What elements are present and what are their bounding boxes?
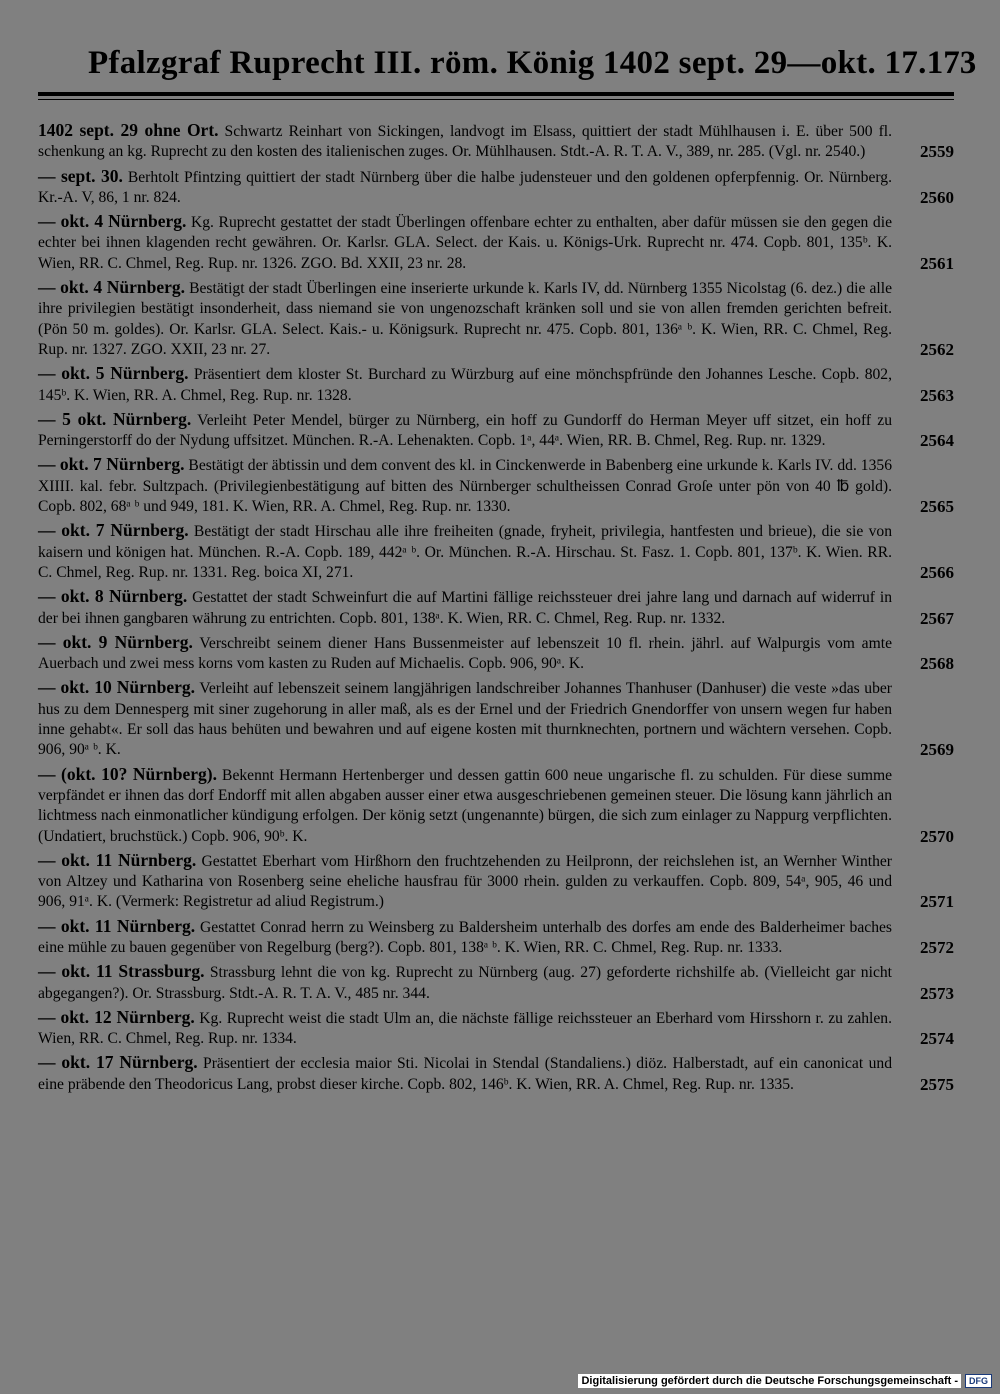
entry-date-place: 1402 sept. 29 ohne Ort. — [38, 120, 219, 140]
entry-number: 2573 — [920, 983, 954, 1003]
entry-date-place: — (okt. 10? Nürnberg). — [38, 763, 217, 784]
entry-text: Bekennt Hermann Hertenberger und dessen gattin 600 neue ungarische fl. zu schulden. Für diese summe verpfändet er ihnen das dorf Endorff mit allen abgaben ausser einer etwa ausgeschriebenen gemeinen steuer. Die lösung kann jährlich an lichtmess nach einmonatlicher kündigung erfolgen. Der könig setzt (ungenannte) bürgen, die sich zum einlager zu Nappurg verpflichten. (Undatiert, bruchstück.) Copb. 906, 90ᵇ. K. — [38, 766, 892, 845]
entry-text: Berhtolt Pfintzing quittiert der stadt Nürnberg über die halbe judensteuer und den goldenen opferpfennig. Or. Nürnberg. Kr.-A. V, 86, 1 nr. 824. — [38, 168, 893, 206]
entry — [38, 211, 954, 274]
entry-number: 2570 — [920, 826, 954, 846]
entry — [38, 454, 954, 517]
entry-number: 2568 — [920, 654, 954, 674]
footer-text: Digitalisierung gefördert durch die Deutsche Forschungsgemeinschaft - — [578, 1374, 961, 1388]
entry-date-place: — sept. 30. — [38, 165, 123, 186]
entry-date-place: — okt. 7 Nürnberg. — [38, 454, 185, 475]
entry — [38, 916, 954, 959]
header-rule-thick — [38, 92, 954, 96]
entry — [38, 961, 954, 1004]
entry — [38, 586, 954, 629]
page-number: 173 — [926, 45, 977, 81]
entry-number: 2560 — [920, 187, 954, 207]
entry-number: 2567 — [920, 608, 954, 628]
entry-date-place: — okt. 5 Nürnberg. — [38, 363, 189, 384]
entry — [38, 120, 954, 163]
entry-date-place: — okt. 9 Nürnberg. — [38, 631, 193, 652]
entry-text: Strassburg lehnt die von kg. Ruprecht zu Nürnberg (aug. 27) geforderte richshilfe ab. (Vielleicht gar nicht abgegangen?). Or. Strassburg. Stdt.-A. R. T. A. V., 485 nr. 344. — [38, 964, 892, 1002]
page-title: Pfalzgraf Ruprecht III. röm. König 1402 sept. 29—okt. 17. — [88, 45, 927, 81]
header-rule-thin — [38, 99, 954, 100]
entry-text: Verleiht Peter Mendel, bürger zu Nürnberg, ein hoff zu Gundorff do Herman Meyer uff sitzet, ein hoff zu Perningerstorff do der Nydung uffsitzet. München. R.-A. Lehenakten. Copb. 1ᵃ, 44ᵃ. Wien, RR. B. Chmel, Reg. Rup. nr. 1329. — [38, 411, 892, 450]
entry-text: Kg. Ruprecht gestattet der stadt Überlingen offenbare echter zu enthalten, aber dafür müssen sie den gegen die echter bei ihnen klagenden recht gewähren. Or. Karlsr. GLA. Select. der Kais. u. Königs-Urk. Ruprecht nr. 474. Copb. 801, 135ᵇ. K. Wien, RR. C. Chmel, Reg. Rup. nr. 1326. ZGO. Bd. XXII, 23 nr. 28. — [38, 214, 892, 272]
entry-text: Kg. Ruprecht weist die stadt Ulm an, die nächste fällige reichssteuer an Eberhard vom Hirsshorn r. zu zahlen. Wien, RR. C. Chmel, Reg. Rup. nr. 1334. — [38, 1009, 892, 1048]
entry-date-place: — okt. 12 Nürnberg. — [38, 1006, 195, 1027]
entry-date-place: — okt. 4 Nürnberg. — [38, 277, 185, 298]
entry — [38, 520, 954, 583]
entry-text: Präsentiert dem kloster St. Burchard zu Würzburg auf eine mönchspfründe den Johannes Lesche. Copb. 802, 145ᵇ. K. Wien, RR. A. Chmel, Reg. Rup. nr. 1328. — [38, 366, 892, 404]
entry-number: 2571 — [920, 892, 954, 912]
entry-text: Bestätigt der äbtissin und dem convent des kl. in Cinckenwerde in Babenberg eine urkunde k. Karls IV. dd. 1356 XIIII. kal. febr. Sultzpach. (Privilegienbestätigung auf bitten des Nürnberger schultheissen Conrad Groſe unter pön von 40 ℔ gold). Copb. 802, 68ᵃ ᵇ und 949, 181. K. Wien, RR. A. Chmel, Reg. Rup. nr. 1330. — [38, 457, 892, 516]
entry-date-place: — okt. 7 Nürnberg. — [38, 520, 189, 541]
entry-text: Bestätigt der stadt Hirschau alle ihre freiheiten (gnade, fryheit, privilegia, hantfesten und brieue), die sie von kaisern und königen hat. München. R.-A. Copb. 189, 442ᵃ ᵇ. Or. München. R.-A. Hirschau. St. Fasz. 1. Copb. 801, 137ᵇ. K. Wien. RR. C. Chmel, Reg. Rup. nr. 1331. Reg. boica XI, 271. — [38, 523, 892, 581]
entry-number: 2561 — [920, 253, 954, 273]
entry-text: Bestätigt der stadt Überlingen eine inserierte urkunde k. Karls IV, dd. Nürnberg 1355 Nicolstag (6. dez.) die alle ihre privilegien bestätigt insonderheit, dass niemand sie von ungenozschaft kränken soll und sie von allen fremden gerichten befreit. (Pön 50 m. goldes). Or. Karlsr. GLA. Select. Kais.- u. Königsurk. Ruprecht nr. 475. Copb. 801, 136ᵃ ᵇ. K. Wien, RR. C. Chmel, Reg. Rup. nr. 1327. ZGO. XXII, 23 nr. 27. — [38, 280, 892, 358]
entry-date-place: — okt. 4 Nürnberg. — [38, 211, 187, 232]
entry-text: Schwartz Reinhart von Sickingen, landvogt im Elsass, quittiert der stadt Mühlhausen i. E. über 500 fl. schenkung an kg. Ruprecht zu den kosten des italienischen zuges. Or. Mühlhausen. Stdt.-A. R. T. A. V., 389, nr. 285. (Vgl. nr. 2540.) — [38, 123, 892, 161]
entry-text: Gestattet Eberhart vom Hirßhorn den fruchtzehenden zu Heilpronn, der reichslehen ist, an Wernher Winther von Altzey und Katharina von Rosenberg seine eheliche hausfrau für 3000 rhein. gulden zu verkauffen. Copb. 809, 54ᵃ, 905, 46 und 906, 91ᵃ. K. (Vermerk: Registretur ad aliud Registrum.) — [38, 852, 893, 911]
entry-date-place: — okt. 11 Nürnberg. — [38, 915, 196, 936]
entry-text: Gestattet der stadt Schweinfurt die auf Martini fällige reichssteuer drei jahre lang und darnach auf widerruf in der bei ihnen gangbaren währung zu entrichten. Copb. 801, 138ᵃ. K. Wien, RR. C. Chmel, Reg. Rup. nr. 1332. — [38, 589, 893, 627]
entry — [38, 1007, 954, 1050]
entry — [38, 363, 954, 406]
entry — [38, 850, 954, 913]
entry — [38, 277, 954, 360]
entry-text: Verschreibt seinem diener Hans Bussenmeister auf lebenszeit 10 fl. rhein. jährl. auf Walpurgis vom amte Auerbach und zwei mess korns vom kasten zu Ruden auf Michaelis. Copb. 906, 90ᵃ. K. — [38, 634, 892, 673]
entry-number: 2563 — [920, 385, 954, 405]
entry-date-place: — 5 okt. Nürnberg. — [38, 408, 192, 429]
page-header — [88, 38, 977, 82]
entry-list — [38, 120, 954, 1098]
entry — [38, 764, 954, 847]
entry-number: 2572 — [920, 937, 954, 957]
entry — [38, 677, 954, 760]
entry-number: 2562 — [920, 339, 954, 359]
entry — [38, 1052, 954, 1095]
entry-date-place: — okt. 11 Strassburg. — [38, 961, 205, 982]
entry-date-place: — okt. 11 Nürnberg. — [38, 849, 197, 870]
entry-date-place: — okt. 17 Nürnberg. — [38, 1052, 198, 1073]
entry — [38, 409, 954, 452]
entry-number: 2566 — [920, 562, 954, 582]
dfg-logo: DFG — [965, 1374, 992, 1388]
entry-date-place: — okt. 10 Nürnberg. — [38, 677, 196, 698]
entry-number: 2559 — [920, 142, 954, 162]
entry — [38, 166, 954, 209]
entry — [38, 632, 954, 675]
entry-text: Präsentiert der ecclesia maior Sti. Nicolai in Stendal (Standaliens.) diöz. Halberstadt, auf ein canonicat und eine präbende den Theodoricus Lang, probst dieser kirche. Copb. 802, 146ᵇ. K. Wien, RR. A. Chmel, Reg. Rup. nr. 1335. — [38, 1055, 892, 1093]
entry-date-place: — okt. 8 Nürnberg. — [38, 586, 188, 607]
entry-text: Gestattet Conrad herrn zu Weinsberg zu Baldersheim unterhalb des dorfes am ende des Balderheimer baches eine mühle zu bauen gegenüber von Regelburg (berg?). Copb. 801, 138ᵃ ᵇ. K. Wien, RR. C. Chmel, Reg. Rup. nr. 1333. — [38, 918, 892, 956]
entry-number: 2575 — [920, 1074, 954, 1094]
entry-text: Verleiht auf lebenszeit seinem langjährigen landschreiber Johannes Thanhuser (Danhuser) die veste »das uber hus zu dem Dennesperg mit siner zugehorung in aller maß, als es der Ernel und der Friedrich Gnendorffer von unsern wegen fur haben inne gehabt«. Er soll das haus behüten und bewahren und auf eigene kosten mit thurnknechten, portnern und wächtern versehen. Copb. 906, 90ᵃ ᵇ. K. — [38, 680, 892, 759]
entry-number: 2569 — [920, 740, 954, 760]
entry-number: 2564 — [920, 431, 954, 451]
entry-number: 2574 — [920, 1029, 954, 1049]
footer-credit — [578, 1374, 992, 1388]
entry-number: 2565 — [920, 497, 954, 517]
